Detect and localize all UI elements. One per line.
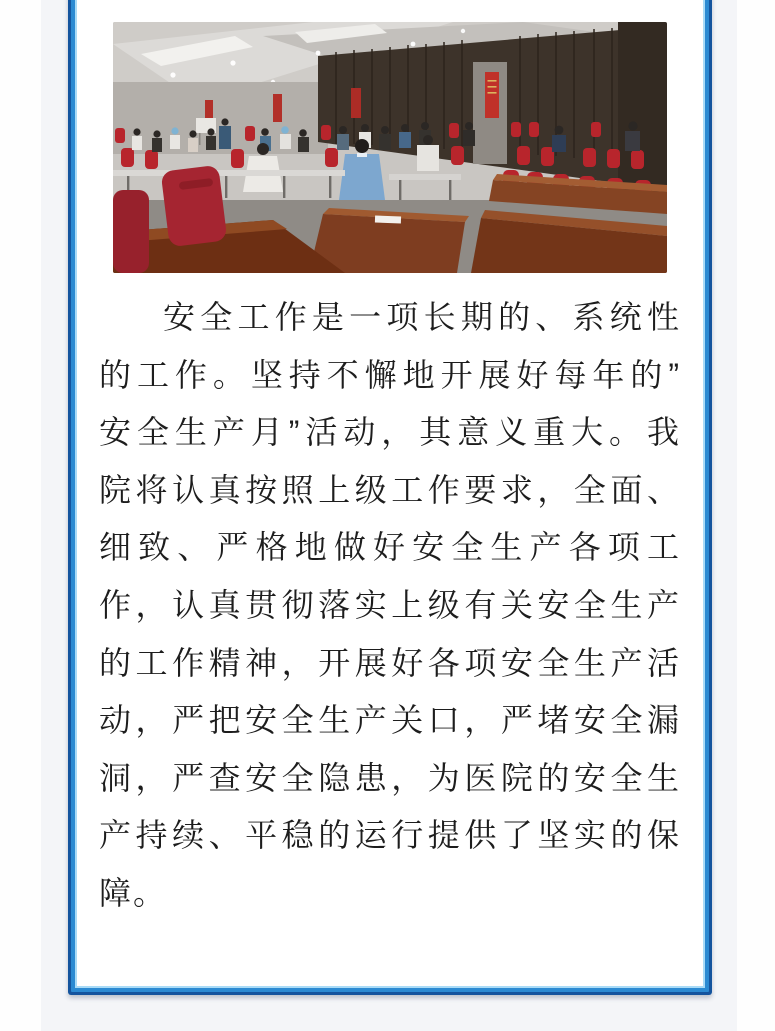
meeting-photo-illustration [113, 22, 667, 273]
text-line: 院将认真按照上级工作要求，全面、 [99, 471, 681, 508]
text-line: 安全生产月”活动，其意义重大。我 [99, 414, 681, 451]
text-line: 动，严把安全生产关口，严堵安全漏 [99, 702, 681, 739]
meeting-photo[interactable] [113, 22, 667, 273]
article-content [77, 0, 703, 986]
text-line: 洞，严查安全隐患，为医院的安全生 [99, 759, 681, 796]
text-line: 作，认真贯彻落实上级有关安全生产 [99, 586, 681, 623]
frame-mid-border [71, 0, 709, 992]
text-line: 安全工作是一项长期的、系统性 [163, 299, 681, 335]
frame-inner-border [75, 0, 705, 988]
text-line: 的工作。坚持不懈地开展好每年的” [99, 356, 681, 393]
text-line: 产持续、平稳的运行提供了坚实的保 [99, 817, 681, 854]
text-line: 障。 [99, 874, 168, 911]
text-line: 的工作精神，开展好各项安全生产活 [99, 644, 681, 681]
article-blue-frame [68, 0, 712, 995]
text-line: 细致、严格地做好安全生产各项工 [99, 529, 681, 566]
article-paragraph [99, 289, 681, 923]
